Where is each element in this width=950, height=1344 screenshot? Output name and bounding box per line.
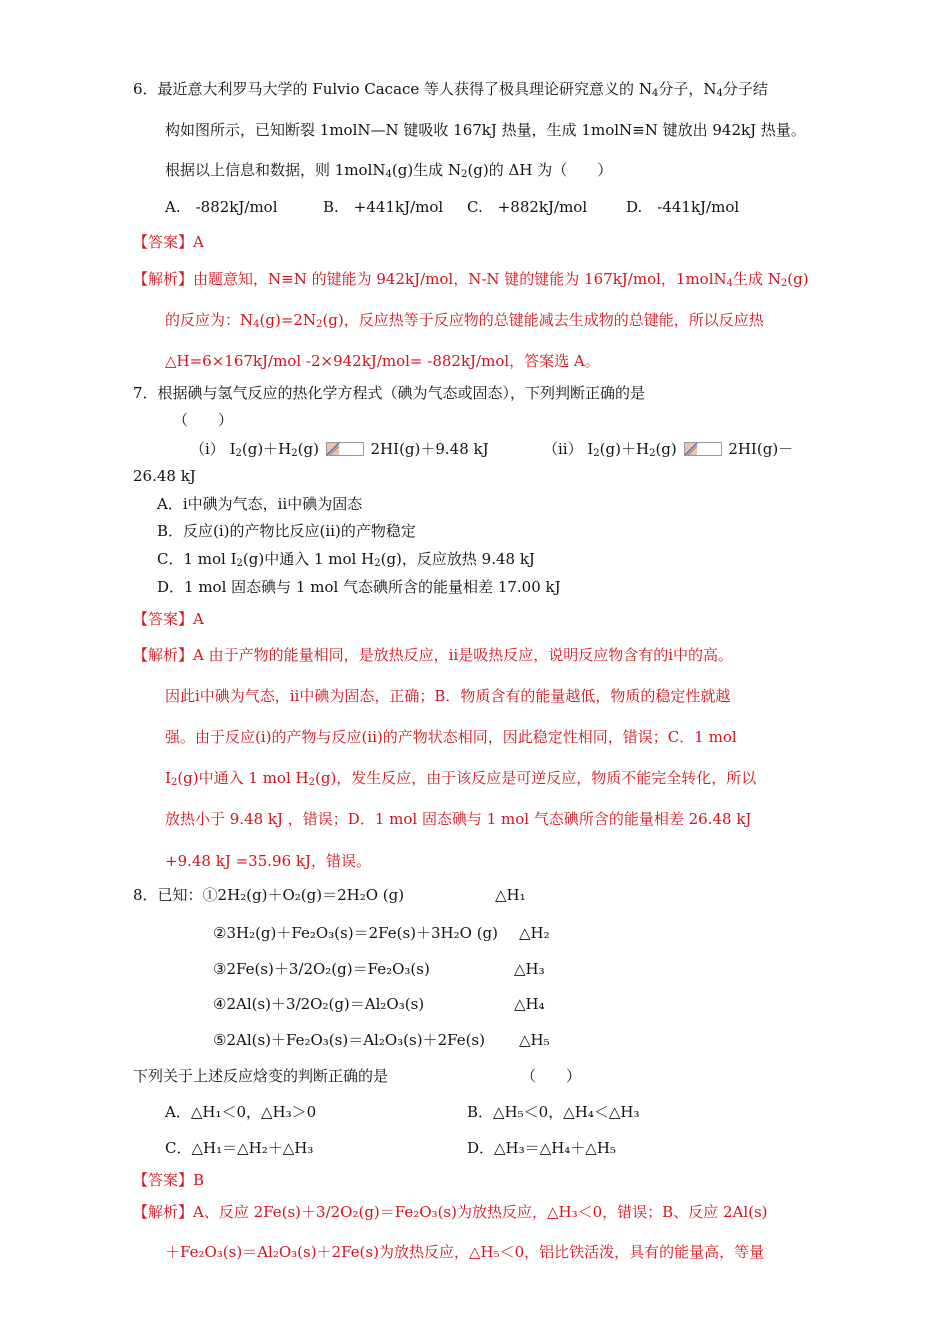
- q6-text: 根据以上信息和数据，则 1molN: [165, 161, 386, 179]
- subscript: 2: [780, 278, 788, 289]
- subscript: 2: [308, 777, 315, 788]
- analysis-text: (g)，发生反应，由于该反应是可逆反应，物质不能完全转化，所以: [314, 769, 757, 787]
- q8-paren: （ ）: [521, 1067, 582, 1085]
- subscript: 4: [253, 319, 260, 330]
- option-text: (g)中通入 1 mol H: [242, 550, 375, 568]
- subscript: 2: [170, 777, 178, 788]
- answer-tag: 【答案】: [133, 1171, 194, 1189]
- q7-line-4: 26.48 kJ: [133, 467, 196, 485]
- q8-line-1: 8．已知：①2H₂(g)＋O₂(g)＝2H₂O (g): [133, 886, 405, 904]
- equation-text: （ⅱ） I: [543, 440, 594, 458]
- subscript: 2: [374, 558, 381, 569]
- q7-answer: [133, 609, 204, 629]
- q8-dh4: △H₄: [514, 995, 545, 1013]
- q8-question: 下列关于上述反应焓变的判断正确的是: [133, 1067, 389, 1085]
- reversible-arrow-icon: [326, 442, 364, 456]
- analysis-text: A、反应 2Fe(s)＋3/2O₂(g)＝Fe₂O₃(s)为放热反应，△H₃＜0，错误；B、反应 2Al(s): [193, 1203, 768, 1221]
- analysis-text: 生成 N: [733, 270, 781, 288]
- q7-paren: （ ）: [173, 411, 234, 429]
- equation-text: (g)＋H: [599, 440, 650, 458]
- q6-line-1: [133, 79, 768, 99]
- q6-line-2: 构如图所示，已知断裂 1molN—N 键吸收 167kJ 热量，生成 1molN≡N 键放出 942kJ 热量。: [165, 121, 806, 139]
- equation-text: 2HI(g)＋9.48 kJ: [370, 440, 489, 458]
- q7-analysis-3: 强。由于反应(ⅰ)的产物与反应(ⅱ)的产物状态相同，因此稳定性相同，错误；C．1 mol: [165, 728, 737, 746]
- q8-analysis-1: [133, 1202, 768, 1222]
- option-text: (g)，反应放热 9.48 kJ: [380, 550, 535, 568]
- analysis-text: (g)，反应热等于反应物的总键能减去生成物的总键能，所以反应热: [322, 311, 764, 329]
- q8-analysis-2: ＋Fe₂O₃(s)＝Al₂O₃(s)＋2Fe(s)为放热反应，△H₅＜0，铝比铁活泼，具有的能量高，等量: [165, 1243, 765, 1261]
- q8-dh1: △H₁: [495, 886, 526, 904]
- answer-value: B: [193, 1171, 205, 1189]
- q6-option-a: A. -882kJ/mol: [165, 198, 278, 216]
- q6-analysis-2: [165, 310, 764, 330]
- q7-analysis-2: 因此ⅰ中碘为气态，ⅱ中碘为固态，正确；B．物质含有的能量越低，物质的稳定性就越: [165, 687, 731, 705]
- q6-option-c: C. +882kJ/mol: [467, 198, 588, 216]
- q6-text: (g)的 ΔH 为（ ）: [467, 161, 613, 179]
- q7-line-1: 7．根据碘与氢气反应的热化学方程式（碘为气态或固态），下列判断正确的是: [133, 384, 646, 402]
- subscript: 4: [716, 88, 723, 99]
- answer-value: A: [193, 610, 204, 628]
- q8-reaction-3: ③2Fe(s)＋3/2O₂(g)＝Fe₂O₃(s): [213, 960, 430, 978]
- q7-analysis-1: [133, 645, 733, 665]
- q6-text: (g)生成 N: [391, 161, 462, 179]
- q7-option-a: A．ⅰ中碘为气态，ⅱ中碘为固态: [157, 495, 363, 513]
- option-text: C．1 mol I: [157, 550, 237, 568]
- answer-value: A: [193, 233, 204, 251]
- q8-dh2: △H₂: [519, 924, 550, 942]
- reversible-arrow-icon: [684, 442, 722, 456]
- q7-equation-ii: [543, 439, 793, 459]
- equation-text: (g): [297, 440, 319, 458]
- analysis-text: 的反应为：N: [165, 311, 254, 329]
- q7-analysis-4: [165, 768, 756, 788]
- q8-option-c: C．△H₁＝△H₂＋△H₃: [165, 1139, 314, 1157]
- q8-dh3: △H₃: [514, 960, 545, 978]
- q7-option-b: B．反应(ⅰ)的产物比反应(ⅱ)的产物稳定: [157, 522, 416, 540]
- q8-reaction-2: ②3H₂(g)＋Fe₂O₃(s)＝2Fe(s)＋3H₂O (g): [213, 924, 499, 942]
- analysis-text: (g)中通入 1 mol H: [177, 769, 309, 787]
- q6-text: 分子，N: [658, 80, 717, 98]
- analysis-tag: 【解析】: [133, 646, 194, 664]
- subscript: 2: [235, 448, 242, 459]
- analysis-tag: 【解析】: [133, 1203, 194, 1221]
- subscript: 2: [291, 448, 298, 459]
- equation-text: (g): [655, 440, 677, 458]
- q8-option-d: D．△H₃＝△H₄＋△H₅: [467, 1139, 616, 1157]
- q6-text: 6．最近意大利罗马大学的 Fulvio Cacace 等人获得了极具理论研究意义的 N: [133, 80, 652, 98]
- answer-tag: 【答案】: [133, 233, 194, 251]
- analysis-text: (g): [787, 270, 809, 288]
- analysis-text: 由题意知，N≡N 的键能为 942kJ/mol，N-N 键的键能为 167kJ/mol，1molN: [193, 270, 727, 288]
- answer-tag: 【答案】: [133, 610, 194, 628]
- q6-analysis-3: △H=6×167kJ/mol -2×942kJ/mol= -882kJ/mol，答案选 A。: [165, 352, 600, 370]
- q7-option-c: [157, 549, 535, 569]
- q8-answer: [133, 1170, 204, 1190]
- subscript: 2: [316, 319, 323, 330]
- equation-text: （ⅰ） I: [190, 440, 236, 458]
- equation-text: (g)＋H: [241, 440, 292, 458]
- analysis-text: A 由于产物的能量相同，是放热反应，ⅱ是吸热反应，说明反应物含有的ⅰ中的高。: [193, 646, 734, 664]
- q6-option-d: D. -441kJ/mol: [626, 198, 740, 216]
- subscript: 4: [651, 88, 659, 99]
- q6-answer: [133, 232, 204, 252]
- subscript: 2: [593, 448, 600, 459]
- q7-analysis-6: +9.48 kJ =35.96 kJ，错误。: [165, 852, 371, 870]
- q7-option-d: D．1 mol 固态碘与 1 mol 气态碘所含的能量相差 17.00 kJ: [157, 578, 561, 596]
- subscript: 4: [726, 278, 733, 289]
- equation-text: 2HI(g)－: [728, 440, 794, 458]
- q8-reaction-4: ④2Al(s)＋3/2O₂(g)＝Al₂O₃(s): [213, 995, 425, 1013]
- q7-analysis-5: 放热小于 9.48 kJ ，错误；D．1 mol 固态碘与 1 mol 气态碘所含的能量相差 26.48 kJ: [165, 810, 752, 828]
- q8-reaction-5: ⑤2Al(s)＋Fe₂O₃(s)＝Al₂O₃(s)＋2Fe(s): [213, 1031, 485, 1049]
- subscript: 2: [236, 558, 243, 569]
- q6-line-3: [165, 160, 612, 180]
- analysis-tag: 【解析】: [133, 270, 194, 288]
- q6-option-b: B. +441kJ/mol: [323, 198, 444, 216]
- q6-analysis-1: [133, 269, 809, 289]
- q8-dh5: △H₅: [519, 1031, 550, 1049]
- q8-option-a: A．△H₁＜0，△H₃＞0: [165, 1103, 317, 1121]
- subscript: 2: [461, 169, 468, 180]
- analysis-text: (g)=2N: [259, 311, 317, 329]
- q6-text: 分子结: [722, 80, 768, 98]
- subscript: 4: [385, 169, 392, 180]
- subscript: 2: [649, 448, 656, 459]
- analysis-text: I: [165, 769, 171, 787]
- q7-equation-i: [190, 439, 489, 459]
- q8-option-b: B．△H₅＜0，△H₄＜△H₃: [467, 1103, 640, 1121]
